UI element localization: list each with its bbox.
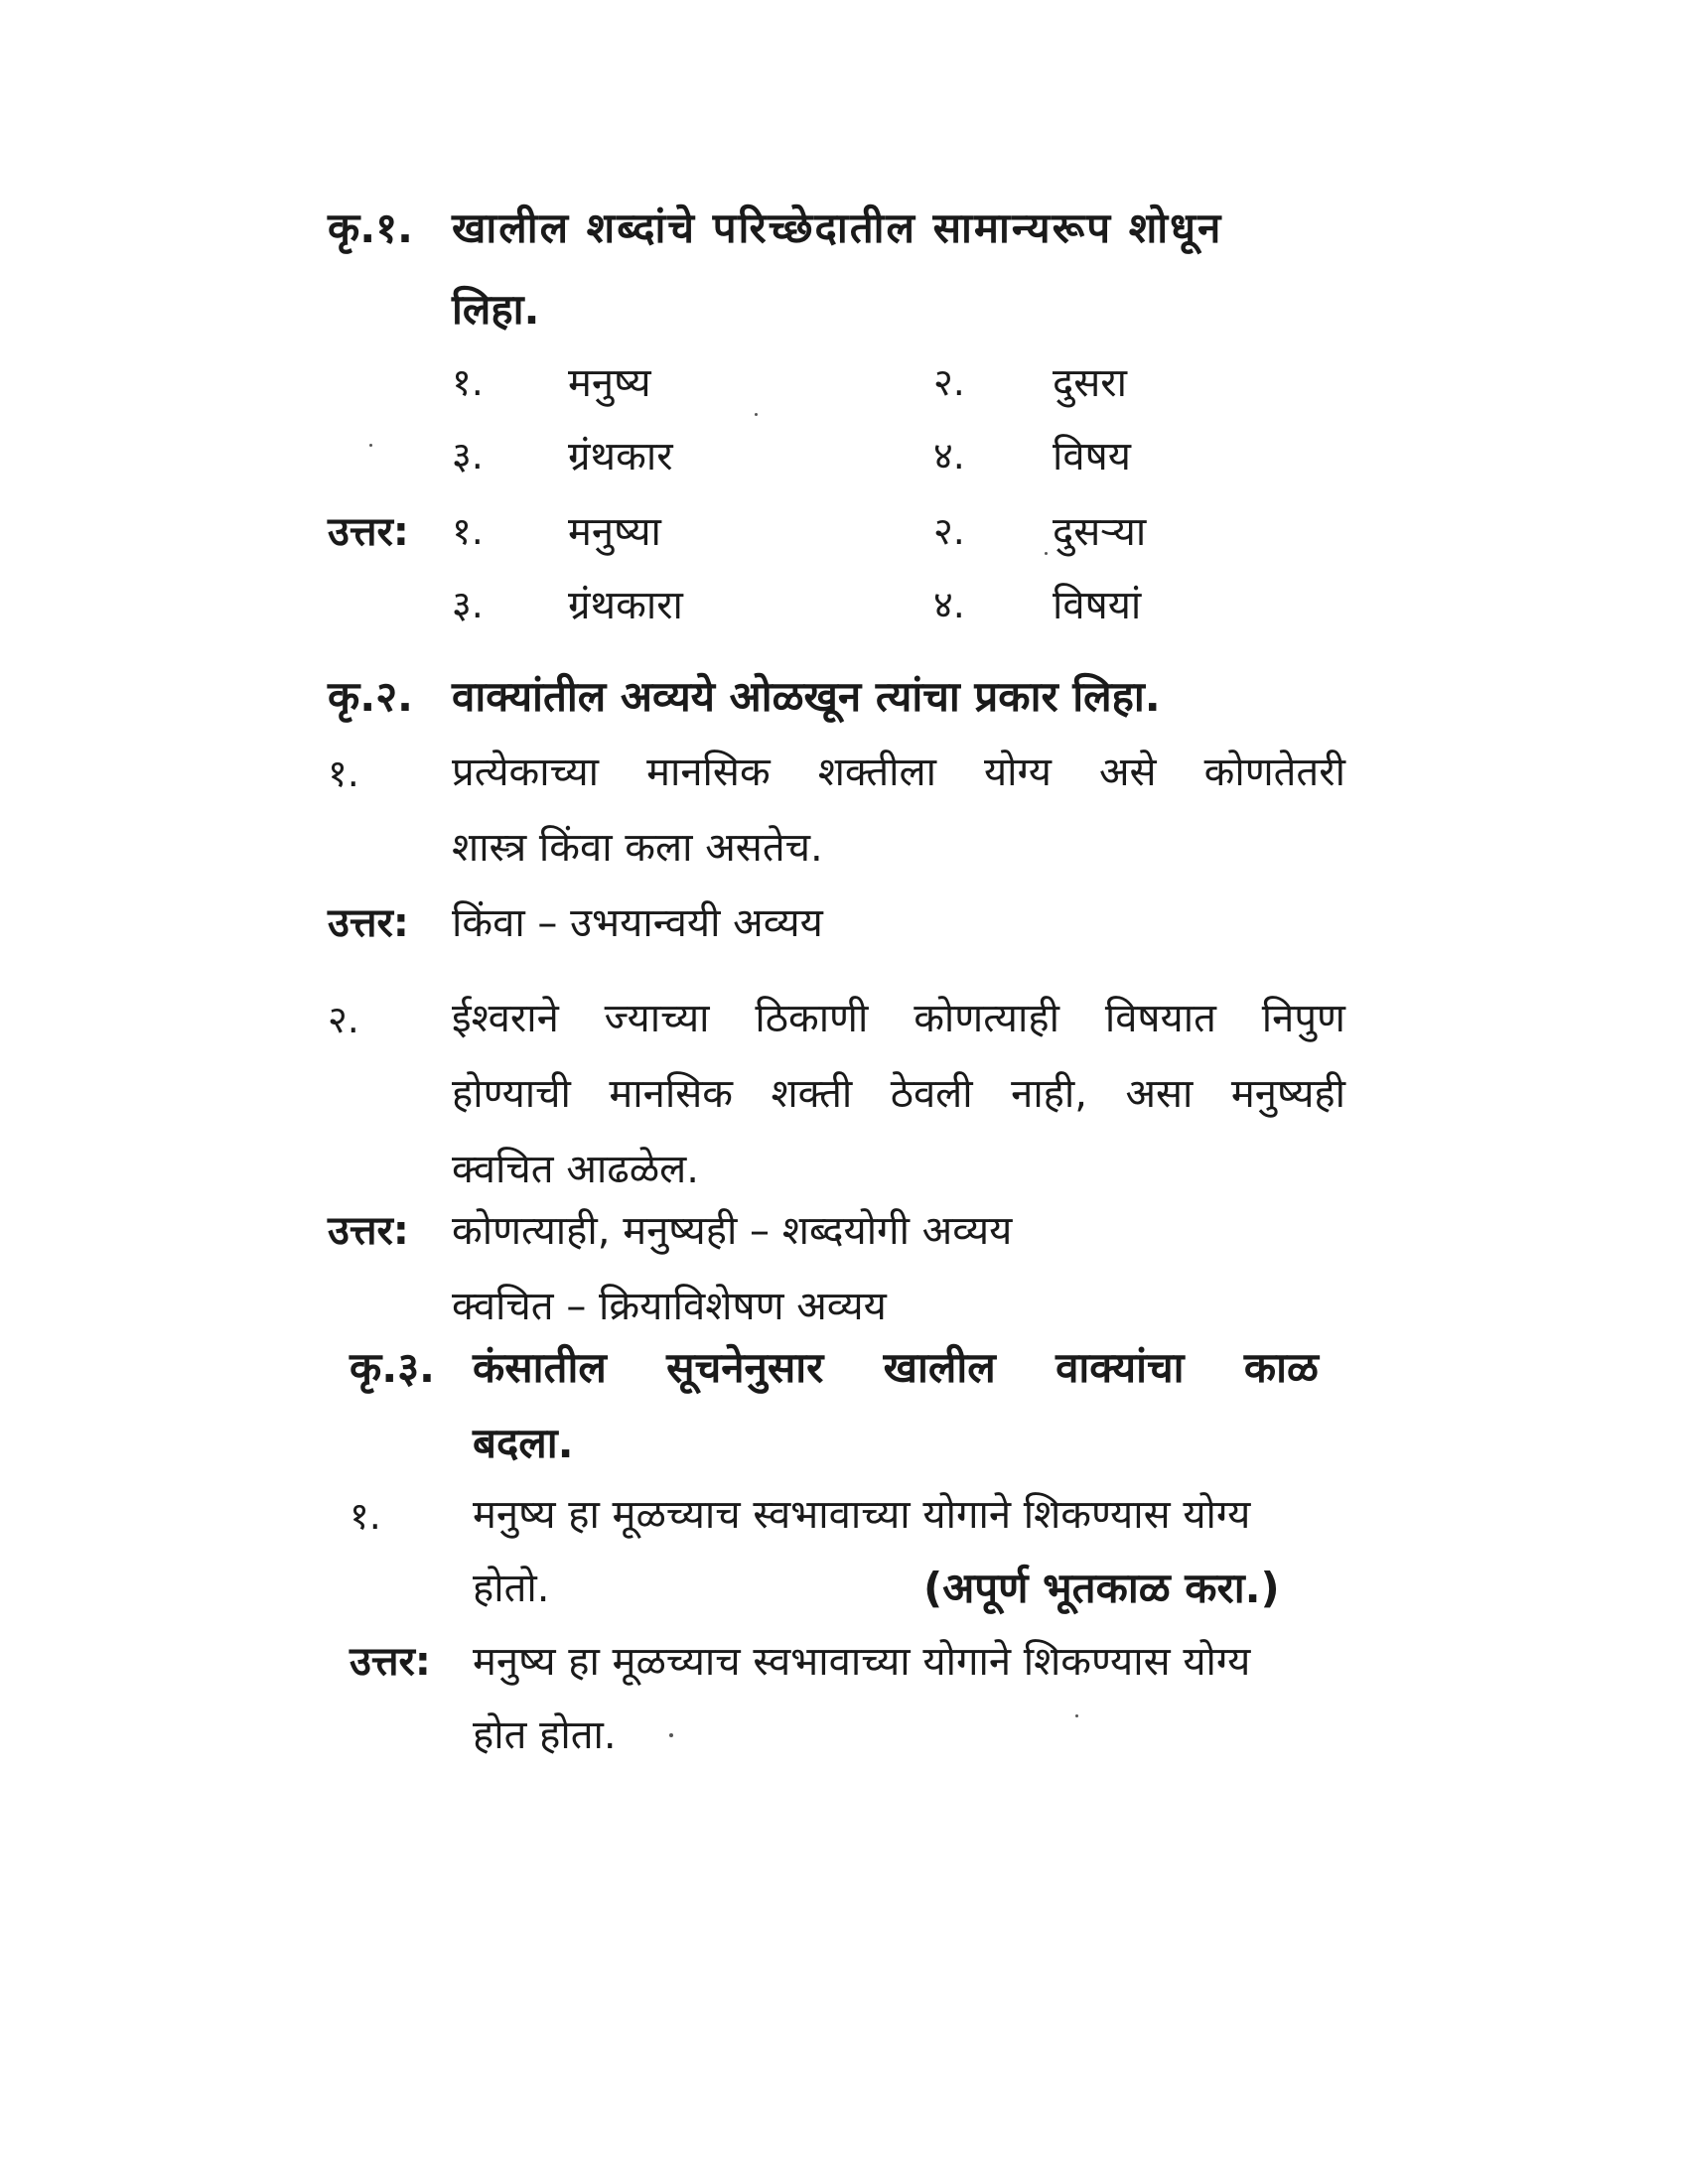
word: मानसिक	[646, 750, 771, 795]
word: योग्य	[983, 750, 1052, 795]
q3-sentence1-num: १.	[350, 1494, 381, 1538]
q1-title-line1: खालील शब्दांचे परिच्छेदातील सामान्यरूप शोधून	[452, 204, 1223, 252]
q1-item-word: दुसरा	[1053, 360, 1127, 406]
word: शक्ती	[771, 1071, 853, 1117]
q1-label: कृ.१.	[328, 204, 414, 252]
q3-label: कृ.३.	[350, 1343, 436, 1392]
scan-speck	[755, 413, 758, 416]
word: होण्याची	[452, 1071, 571, 1117]
q2-answer1-label: उत्तर:	[328, 900, 409, 946]
word: कोणत्याही	[914, 996, 1059, 1041]
word: काळ	[1243, 1343, 1319, 1392]
q3-instruction: (अपूर्ण भूतकाळ करा.)	[923, 1564, 1280, 1612]
q3-sentence1-line2: होतो.	[473, 1566, 550, 1611]
q1-answer-label: उत्तर:	[328, 509, 409, 555]
q1-answer-word: विषयां	[1053, 583, 1142, 628]
q2-sentence2-line1	[452, 989, 1345, 1043]
q1-item-num: ३.	[452, 434, 484, 478]
q1-item-num: २.	[933, 360, 965, 404]
q1-answer-num: ३.	[452, 583, 484, 626]
q1-answer-word: ग्रंथकारा	[568, 583, 683, 628]
q1-item-num: १.	[452, 360, 484, 404]
word: नाही,	[1011, 1071, 1087, 1117]
q2-sentence1-line1	[452, 743, 1345, 797]
q2-label: कृ.२.	[328, 672, 414, 721]
q1-item-num: ४.	[933, 434, 965, 478]
word: ईश्वराने	[452, 996, 559, 1041]
word: असे	[1099, 750, 1157, 795]
q2-title: वाक्यांतील अव्यये ओळखून त्यांचा प्रकार लिहा.	[452, 672, 1161, 721]
word: ठिकाणी	[755, 996, 869, 1041]
q1-answer-num: ४.	[933, 583, 965, 626]
q1-answer-num: १.	[452, 509, 484, 553]
q2-sentence2-num: २.	[328, 998, 359, 1041]
q2-answer2-label: उत्तर:	[328, 1208, 409, 1254]
q2-sentence2-line3: क्वचित आढळेल.	[452, 1147, 699, 1192]
q1-answer-num: २.	[933, 509, 965, 553]
q2-sentence2-line2	[452, 1064, 1345, 1119]
word: शक्तीला	[817, 750, 936, 795]
q2-answer2-line1: कोणत्याही, मनुष्यही – शब्दयोगी अव्यय	[452, 1208, 1013, 1254]
scan-speck	[1075, 1714, 1078, 1717]
word: निपुण	[1261, 996, 1345, 1041]
word: असा	[1125, 1071, 1194, 1117]
q2-sentence1-num: १.	[328, 751, 359, 795]
q3-answer1-line1: मनुष्य हा मूळच्याच स्वभावाच्या योगाने शिकण्यास योग्य	[473, 1639, 1251, 1685]
word: मानसिक	[609, 1071, 733, 1117]
word: ज्याच्या	[604, 996, 710, 1041]
q2-answer1-text: किंवा – उभयान्वयी अव्यय	[452, 900, 823, 946]
q3-answer1-label: उत्तर:	[350, 1639, 431, 1685]
scan-speck	[669, 1733, 673, 1737]
word: वाक्यांचा	[1055, 1343, 1185, 1392]
q3-answer1-line2: होत होता.	[473, 1712, 617, 1758]
word: ठेवली	[890, 1071, 973, 1117]
q1-title-line2: लिहा.	[452, 285, 540, 334]
word: खालील	[883, 1343, 996, 1392]
q3-sentence1-line1: मनुष्य हा मूळच्याच स्वभावाच्या योगाने शिकण्यास योग्य	[473, 1492, 1251, 1538]
q3-title-line1	[473, 1338, 1319, 1395]
q1-item-word: मनुष्य	[568, 360, 651, 406]
word: मनुष्यही	[1230, 1071, 1345, 1117]
q1-answer-word: मनुष्या	[568, 509, 661, 555]
word: प्रत्येकाच्या	[452, 750, 600, 795]
q1-item-word: विषय	[1053, 434, 1131, 479]
word: विषयात	[1104, 996, 1216, 1041]
word: कंसातील	[473, 1343, 607, 1392]
q2-sentence1-line2: शास्त्र किंवा कला असतेच.	[452, 825, 823, 871]
q1-answer-word: दुसऱ्या	[1053, 509, 1147, 555]
q2-answer2-line2: क्वचित – क्रियाविशेषण अव्यय	[452, 1284, 887, 1329]
q3-title-line2: बदला.	[473, 1419, 574, 1467]
scan-speck	[369, 444, 372, 447]
word: सूचनेनुसार	[666, 1343, 824, 1392]
scan-speck	[1045, 552, 1048, 555]
q1-item-word: ग्रंथकार	[568, 434, 673, 479]
word: कोणतेतरी	[1203, 750, 1345, 795]
